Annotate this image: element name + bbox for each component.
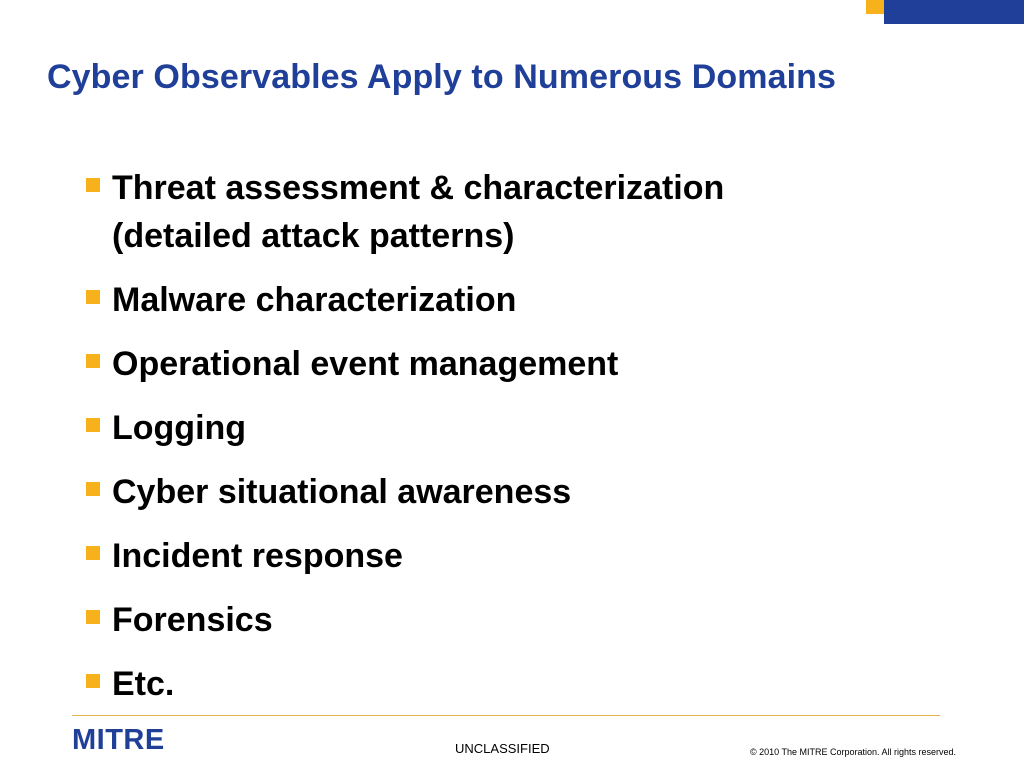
bullet-text: Forensics	[112, 601, 273, 639]
square-bullet-icon	[86, 290, 100, 304]
bullet-text: Operational event management	[112, 345, 619, 383]
bullet-item	[86, 468, 906, 516]
square-bullet-icon	[86, 610, 100, 624]
bullet-item	[86, 532, 906, 580]
corner-brand-bar	[884, 0, 1024, 24]
bullet-text: Etc.	[112, 665, 175, 703]
bullet-item	[86, 164, 906, 260]
bullet-text: Threat assessment & characterization (detailed attack patterns)	[112, 169, 725, 255]
square-bullet-icon	[86, 546, 100, 560]
square-bullet-icon	[86, 178, 100, 192]
bullet-item	[86, 660, 906, 708]
bullet-text: Malware characterization	[112, 281, 517, 319]
square-bullet-icon	[86, 418, 100, 432]
classification-label: UNCLASSIFIED	[455, 741, 550, 756]
square-bullet-icon	[86, 354, 100, 368]
square-bullet-icon	[86, 674, 100, 688]
bullet-text: Cyber situational awareness	[112, 473, 572, 511]
bullet-list	[86, 164, 906, 724]
square-bullet-icon	[86, 482, 100, 496]
bullet-item	[86, 404, 906, 452]
bullet-item	[86, 596, 906, 644]
bullet-item	[86, 340, 906, 388]
copyright-notice: © 2010 The MITRE Corporation. All rights reserved.	[750, 747, 957, 757]
corner-accent-square	[866, 0, 884, 14]
bullet-text: Logging	[112, 409, 247, 447]
slide-title: Cyber Observables Apply to Numerous Domains	[47, 58, 837, 96]
mitre-logo: MITRE	[72, 724, 165, 756]
footer-divider	[72, 715, 940, 716]
bullet-item	[86, 276, 906, 324]
bullet-text: Incident response	[112, 537, 403, 575]
